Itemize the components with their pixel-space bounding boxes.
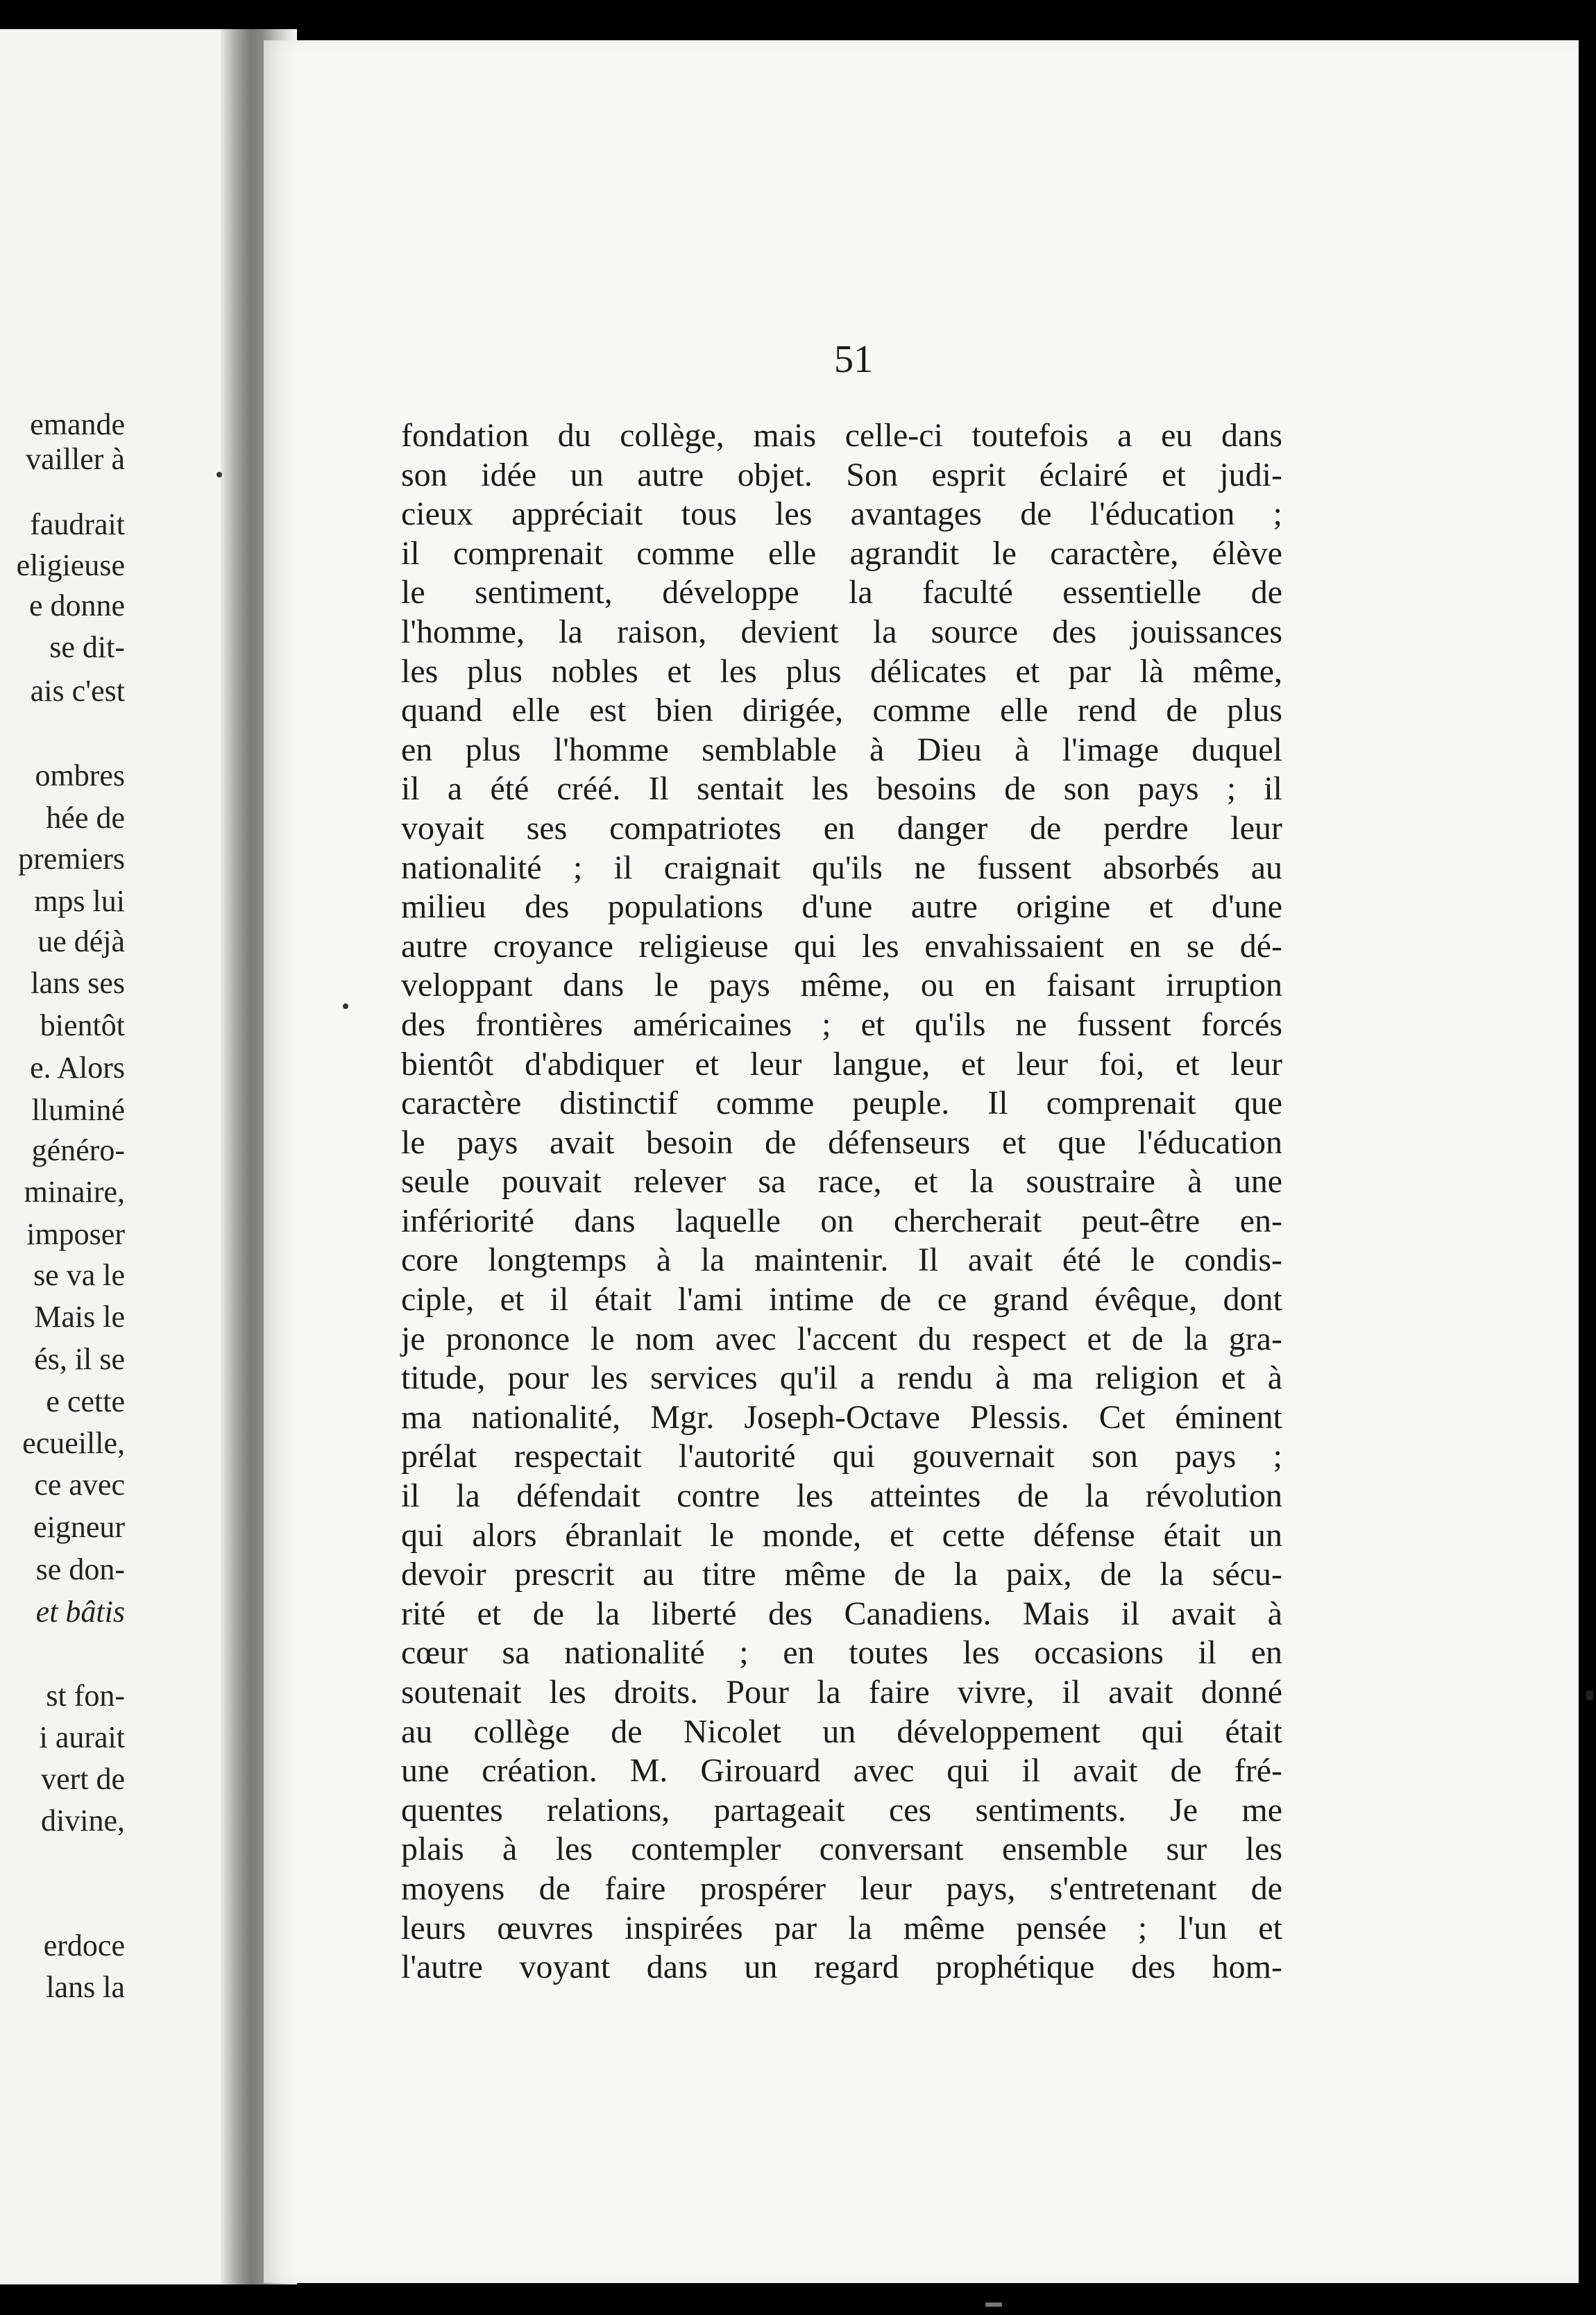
text-line: en plus l'homme semblable à Dieu à l'image duquel bbox=[401, 731, 1282, 768]
left-page-line: faudrait bbox=[30, 507, 125, 541]
text-line: les plus nobles et les plus délicates et par là même, bbox=[401, 652, 1282, 690]
left-page-line: i aurait bbox=[39, 1720, 125, 1754]
text-line: des frontières américaines ; et qu'ils ne fussent forcés bbox=[401, 1006, 1282, 1043]
text-line: soutenait les droits. Pour la faire vivre, il avait donné bbox=[401, 1674, 1282, 1711]
left-page-line: vert de bbox=[41, 1762, 125, 1796]
text-line: bientôt d'abdiquer et leur langue, et leur foi, et leur bbox=[401, 1045, 1282, 1083]
left-page-line: se dit- bbox=[49, 630, 125, 664]
left-page-line: se don- bbox=[35, 1552, 125, 1586]
page-edge-mark bbox=[1586, 1690, 1593, 1700]
left-page-line: lans ses bbox=[31, 966, 125, 1000]
text-line: l'homme, la raison, devient la source des jouissances bbox=[401, 613, 1282, 650]
text-line: quentes relations, partageait ces sentiments. Je me bbox=[401, 1791, 1282, 1829]
text-line: devoir prescrit au titre même de la paix, de la sécu- bbox=[401, 1556, 1282, 1593]
text-line: qui alors ébranlait le monde, et cette défense était un bbox=[401, 1516, 1282, 1554]
left-page-line: ais c'est bbox=[30, 674, 125, 708]
text-line: titude, pour les services qu'il a rendu à ma religion et à bbox=[401, 1359, 1282, 1397]
text-line: autre croyance religieuse qui les envahissaient en se dé- bbox=[401, 927, 1282, 965]
text-line: il comprenait comme elle agrandit le caractère, élève bbox=[401, 534, 1282, 572]
text-line: ma nationalité, Mgr. Joseph-Octave Plessis. Cet éminent bbox=[401, 1398, 1282, 1436]
left-page-line: bientôt bbox=[40, 1008, 125, 1042]
scan-speck bbox=[217, 472, 222, 477]
left-page-line: ombres bbox=[35, 758, 125, 792]
text-line: caractère distinctif comme peuple. Il comprenait que bbox=[401, 1085, 1282, 1122]
left-page-line: vailler à bbox=[26, 442, 125, 476]
left-page-line: imposer bbox=[26, 1217, 125, 1251]
left-page-line: premiers bbox=[18, 842, 125, 876]
left-page-line: eligieuse bbox=[16, 548, 125, 582]
text-line: ciple, et il était l'ami intime de ce grand évêque, dont bbox=[401, 1281, 1282, 1318]
text-line: il la défendait contre les atteintes de la révolution bbox=[401, 1477, 1282, 1515]
left-page-line: e donne bbox=[28, 588, 125, 622]
text-line: fondation du collège, mais celle-ci toutefois a eu dans bbox=[401, 417, 1282, 454]
left-page-line: minaire, bbox=[24, 1175, 125, 1209]
page-body-text bbox=[401, 416, 1282, 2012]
text-line: core longtemps à la maintenir. Il avait été le condis- bbox=[401, 1241, 1282, 1279]
left-page-line: Mais le bbox=[34, 1300, 125, 1334]
left-page-line: et bâtis bbox=[35, 1595, 125, 1629]
text-line: il a été créé. Il sentait les besoins de son pays ; il bbox=[401, 770, 1282, 808]
left-page-line: divine, bbox=[41, 1804, 125, 1838]
text-line: moyens de faire prospérer leur pays, s'entretenant de bbox=[401, 1869, 1282, 1907]
text-line: son idée un autre objet. Son esprit éclairé et judi- bbox=[401, 456, 1282, 493]
left-page-line: eigneur bbox=[33, 1510, 125, 1544]
text-line: l'autre voyant dans un regard prophétique des hom- bbox=[401, 1949, 1282, 1986]
text-line: nationalité ; il craignait qu'ils ne fussent absorbés au bbox=[401, 849, 1282, 886]
text-line: voyait ses compatriotes en danger de perdre leur bbox=[401, 809, 1282, 847]
text-line: quand elle est bien dirigée, comme elle rend de plus bbox=[401, 692, 1282, 729]
left-facing-page bbox=[0, 29, 250, 2284]
left-page-line: ecueille, bbox=[22, 1426, 125, 1460]
text-line: cœur sa nationalité ; en toutes les occasions il en bbox=[401, 1634, 1282, 1672]
text-line: rité et de la liberté des Canadiens. Mais il avait à bbox=[401, 1595, 1282, 1632]
text-line: prélat respectait l'autorité qui gouvernait son pays ; bbox=[401, 1438, 1282, 1475]
text-line: une création. M. Girouard avec qui il avait de fré- bbox=[401, 1752, 1282, 1790]
left-page-line: e cette bbox=[46, 1384, 125, 1418]
text-line: plais à les contempler conversant ensemble sur les bbox=[401, 1831, 1282, 1868]
left-page-line: ue déjà bbox=[37, 924, 125, 958]
scan-speck bbox=[343, 1003, 348, 1009]
left-page-line: mps lui bbox=[34, 884, 125, 918]
left-page-line: és, il se bbox=[34, 1342, 125, 1376]
text-line: leurs œuvres inspirées par la même pensée ; l'un et bbox=[401, 1909, 1282, 1947]
left-page-line: généro- bbox=[31, 1133, 125, 1167]
page-number: 51 bbox=[834, 338, 873, 381]
text-line: veloppant dans le pays même, ou en faisant irruption bbox=[401, 967, 1282, 1004]
bottom-scan-mark bbox=[985, 2303, 1002, 2307]
left-page-line: hée de bbox=[46, 801, 125, 835]
text-line: le pays avait besoin de défenseurs et que l'éducation bbox=[401, 1123, 1282, 1161]
left-page-line: se va le bbox=[33, 1258, 125, 1292]
text-line: cieux appréciait tous les avantages de l'éducation ; bbox=[401, 495, 1282, 533]
text-line: milieu des populations d'une autre origine et d'une bbox=[401, 888, 1282, 926]
left-page-line: ce avec bbox=[34, 1468, 125, 1502]
text-line: au collège de Nicolet un développement qui était bbox=[401, 1713, 1282, 1750]
text-line: le sentiment, développe la faculté essentielle de bbox=[401, 574, 1282, 611]
left-page-line: st fon- bbox=[46, 1679, 125, 1713]
left-page-line: erdoce bbox=[43, 1928, 125, 1962]
left-page-line: lans la bbox=[46, 1970, 125, 2004]
text-line: seule pouvait relever sa race, et la soustraire à une bbox=[401, 1163, 1282, 1201]
left-page-line: lluminé bbox=[31, 1093, 125, 1127]
text-line: je prononce le nom avec l'accent du respect et de la gra- bbox=[401, 1320, 1282, 1357]
left-page-line: emande bbox=[30, 407, 125, 441]
text-line: infériorité dans laquelle on chercherait peut-être en- bbox=[401, 1202, 1282, 1239]
left-page-line: e. Alors bbox=[30, 1051, 125, 1085]
